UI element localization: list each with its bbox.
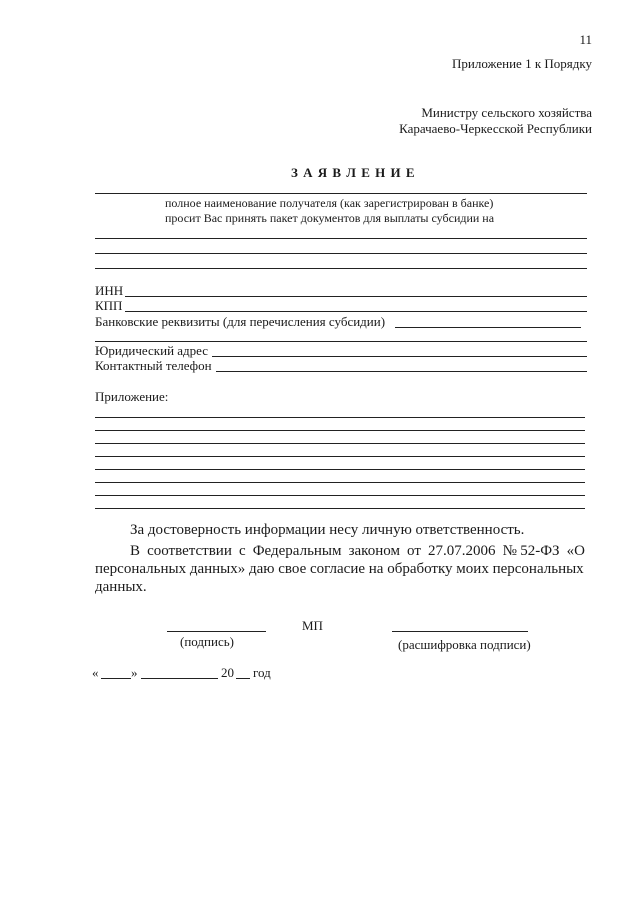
request-text: просит Вас принять пакет документов для выплаты субсидии на [165, 211, 495, 225]
bank-details-field[interactable] [395, 327, 581, 328]
consent-line-2: персональных данных» даю свое согласие на обработку моих персональных [95, 561, 584, 577]
phone-label: Контактный телефон [95, 358, 212, 373]
addressee-line-2: Карачаево-Черкесской Республики [399, 121, 592, 136]
attachment-line-8[interactable] [95, 508, 585, 509]
attachment-line-7[interactable] [95, 495, 585, 496]
appendix-reference: Приложение 1 к Порядку [452, 56, 592, 71]
document-title: З А Я В Л Е Н И Е [291, 165, 416, 180]
responsibility-statement: За достоверность информации несу личную ответственность. [130, 522, 525, 538]
attachment-line-1[interactable] [95, 417, 585, 418]
date-close-quote: » [131, 665, 138, 680]
date-year-word: год [253, 665, 271, 680]
purpose-line-2[interactable] [95, 253, 587, 254]
signature-decoding-line[interactable] [392, 631, 528, 632]
kpp-field[interactable] [125, 311, 587, 312]
date-year-field[interactable] [236, 678, 250, 679]
kpp-label: КПП [95, 298, 123, 313]
attachment-line-5[interactable] [95, 469, 585, 470]
page-number: 11 [579, 32, 592, 47]
recipient-hint: полное наименование получателя (как зарегистрирован в банке) [165, 196, 494, 210]
signature-line[interactable] [167, 631, 266, 632]
bank-details-label: Банковские реквизиты (для перечисления субсидии) [95, 314, 386, 329]
consent-line-3: данных. [95, 579, 147, 595]
purpose-line-1[interactable] [95, 238, 587, 239]
legal-address-field[interactable] [212, 356, 587, 357]
date-day-field[interactable] [101, 678, 131, 679]
inn-field[interactable] [125, 296, 587, 297]
date-open-quote: « [92, 665, 99, 680]
date-year-prefix: 20 [221, 665, 234, 680]
addressee-line-1: Министру сельского хозяйства [421, 105, 592, 120]
signature-label: (подпись) [180, 634, 234, 649]
attachment-label: Приложение: [95, 389, 169, 404]
purpose-line-3[interactable] [95, 268, 587, 269]
bank-details-line-2[interactable] [95, 341, 587, 342]
recipient-name-line[interactable] [95, 193, 587, 194]
consent-line-1: В соответствии с Федеральным законом от 27.07.2006 №52-ФЗ «О [130, 543, 585, 559]
phone-field[interactable] [216, 371, 587, 372]
date-month-field[interactable] [141, 678, 218, 679]
inn-label: ИНН [95, 283, 124, 298]
attachment-line-6[interactable] [95, 482, 585, 483]
attachment-line-4[interactable] [95, 456, 585, 457]
attachment-line-2[interactable] [95, 430, 585, 431]
legal-address-label: Юридический адрес [95, 343, 209, 358]
attachment-line-3[interactable] [95, 443, 585, 444]
stamp-mark: МП [302, 618, 323, 633]
signature-decoding-label: (расшифровка подписи) [398, 637, 531, 652]
